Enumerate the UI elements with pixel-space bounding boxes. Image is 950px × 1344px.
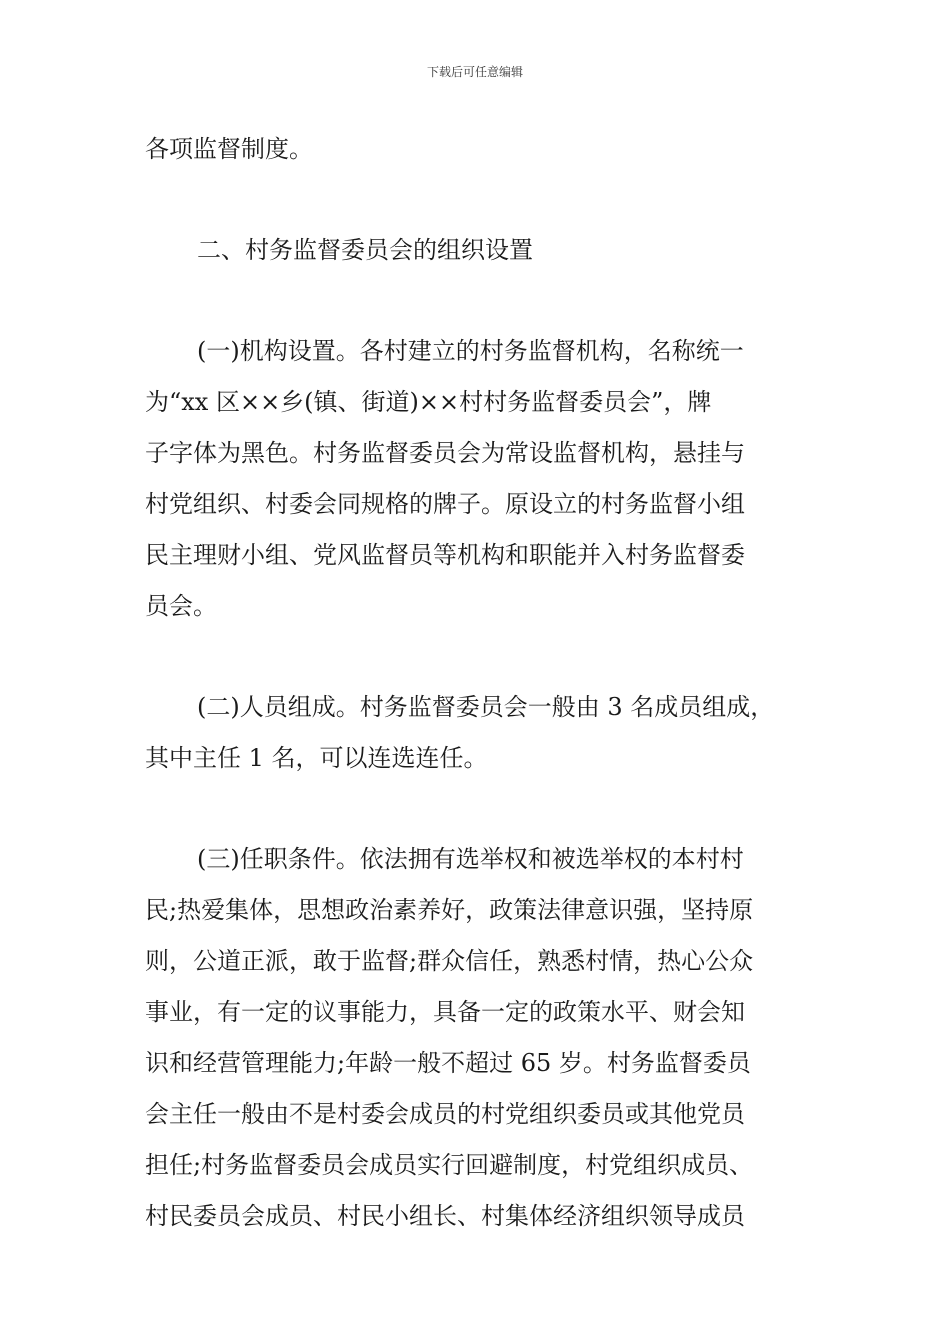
paragraph-continuation (145, 124, 809, 175)
text-line: (一)机构设置。各村建立的村务监督机构，名称统一 (197, 337, 744, 365)
paragraph-gap (145, 276, 809, 326)
text-line: (二)人员组成。村务监督委员会一般由 3 名成员组成， (197, 693, 775, 721)
text-line: 二、村务监督委员会的组织设置 (197, 236, 533, 264)
text-line: 识和经营管理能力;年龄一般不超过 65 岁。村务监督委员 (145, 1049, 751, 1077)
text-line: 员会。 (145, 592, 217, 620)
text-line: 民主理财小组、党风监督员等机构和职能并入村务监督委 (145, 541, 745, 569)
text-line: 各项监督制度。 (145, 135, 313, 163)
text-line: 则，公道正派，敢于监督;群众信任，熟悉村情，热心公众 (145, 947, 754, 975)
text-line: 为“xx 区××乡(镇、街道)××村村务监督委员会”，牌 (145, 388, 712, 416)
document-body (145, 124, 809, 1242)
paragraph-member-composition (145, 682, 809, 784)
paragraph-institution-setup (145, 326, 809, 632)
paragraph-gap (145, 784, 809, 834)
paragraph-qualifications (145, 834, 809, 1242)
text-line: 其中主任 1 名，可以连选连任。 (145, 744, 488, 772)
text-line: (三)任职条件。依法拥有选举权和被选举权的本村村 (197, 845, 744, 873)
section-heading (145, 225, 809, 276)
paragraph-gap (145, 632, 809, 682)
text-line: 民;热爱集体，思想政治素养好，政策法律意识强，坚持原 (145, 896, 754, 924)
text-line: 担任;村务监督委员会成员实行回避制度，村党组织成员、 (145, 1151, 754, 1179)
text-line: 村党组织、村委会同规格的牌子。原设立的村务监督小组 (145, 490, 745, 518)
page-header: 下载后可任意编辑 (426, 65, 523, 79)
text-line: 子字体为黑色。村务监督委员会为常设监督机构，悬挂与 (145, 439, 745, 467)
text-line: 村民委员会成员、村民小组长、村集体经济组织领导成员 (145, 1202, 745, 1230)
text-line: 事业，有一定的议事能力，具备一定的政策水平、财会知 (145, 998, 745, 1026)
paragraph-gap (145, 175, 809, 225)
text-line: 会主任一般由不是村委会成员的村党组织委员或其他党员 (145, 1100, 745, 1128)
